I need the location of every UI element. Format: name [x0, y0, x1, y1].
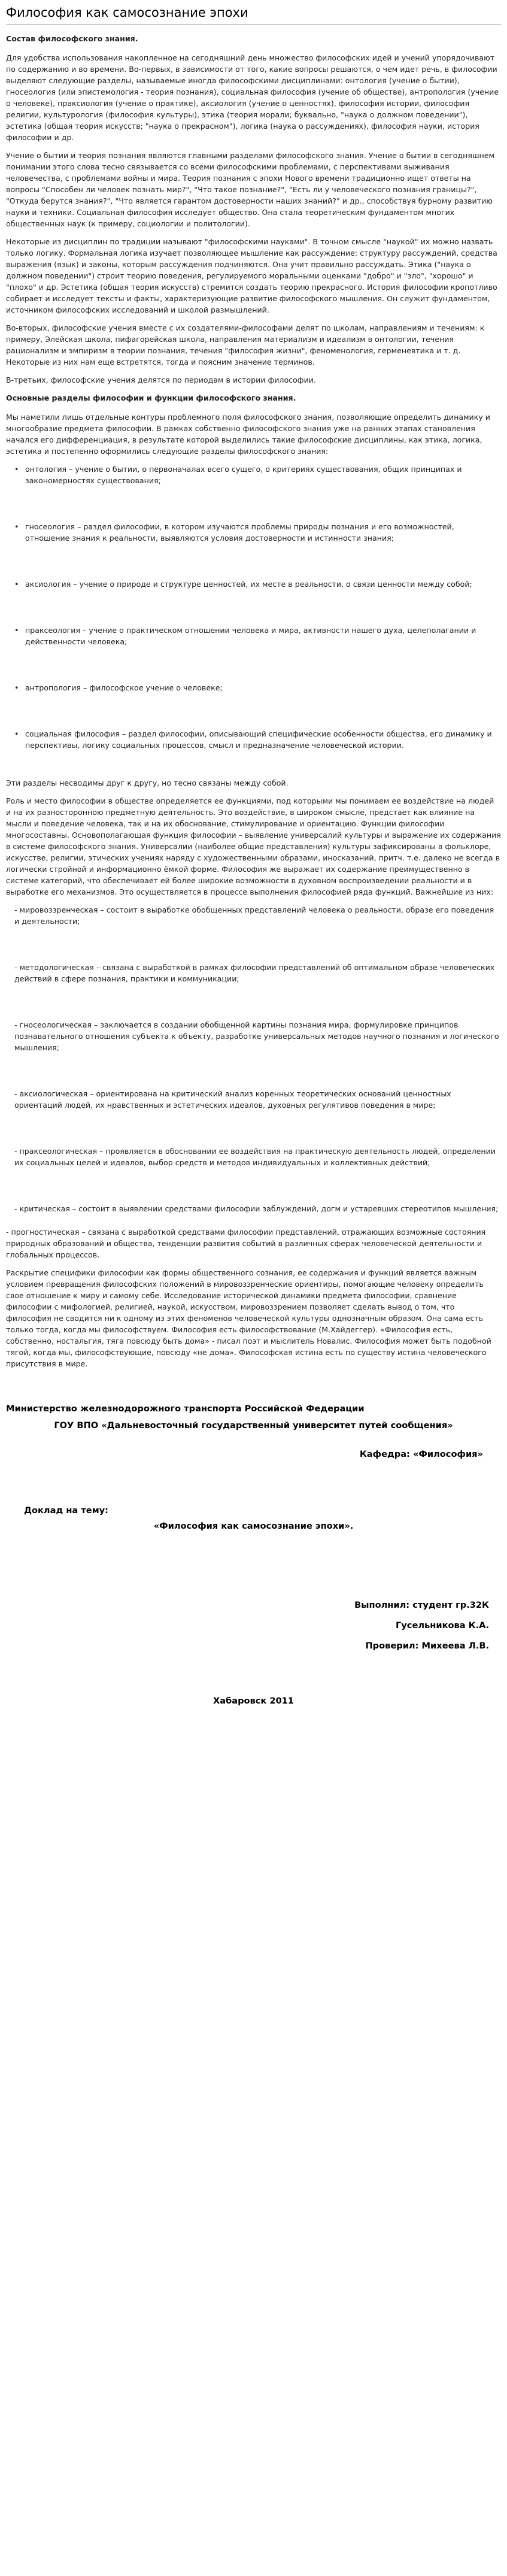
functions-list	[6, 904, 501, 1214]
paragraph: Учение о бытии и теория познания являются главными разделами философского знания. Учение о бытии в сегодняшнем понимании этого слова тесно связывается со всеми философскими проблемами, с перспективами выживания человечества, с проблемами войны и мира. Теория познания с эпохи Нового времени традиционно ищет ответы на вопросы "Способен ли человек познать мир?", "Что такое познание?", "Есть ли у человеческого познания границы?", "Откуда берутся знания?", "Что является гарантом достоверности наших знаний?" и др., способствуя бурному развитию науки и техники. Социальная философия исследует общество. Она стала теоретическим фундаментом многих общественных наук (к примеру, социологии и политологии).	[6, 151, 494, 228]
list-item	[6, 463, 501, 486]
list-item	[6, 682, 501, 693]
list-item	[6, 625, 501, 647]
report-topic: «Философия как самосознание эпохи».	[153, 1521, 354, 1531]
list-item: - гносеологическая – заключается в создании обобщенной картины познания мира, формулировке принципов познавательного отношения субъекта к объекту, разработке универсальных методов научного познания и логического мышления;	[14, 1020, 499, 1052]
paragraph: Мы наметили лишь отдельные контуры проблемного поля философского знания, позволяющие определить динамику и многообразие предмета философии. В рамках собственно философского знания уже на ранних этапах становления начался его дифференциация, в результате которой выделились такие философские дисциплины, как этика, логика, эстетика и постепенно оформились следующие разделы философского знания:	[6, 413, 490, 456]
branches-list	[6, 463, 501, 751]
bullet-icon: •	[14, 626, 19, 635]
list-item-text: антропология – философское учение о человеке;	[25, 683, 223, 692]
paragraph: Роль и место философии в обществе определяется ее функциями, под которыми мы понимаем ее воздействие на людей и на их разносторонною предметную деятельность. Это воздействие, в широком смысле, предстает как влияние на мысли и поведение человека, так и на их обоснование, стимулирование и ориентацию. Функции философии многосоставны. Основополагающая функция философии – выявление универсалий культуры и выражение их содержания в системе философского знания. Универсалии (наиболее общие представления) культуры зафиксированы в фольклоре, искусстве, религии, этических учениях наряду с художественными образами, иносказаний, притч. т.е. далеко не всегда в логически стройной и информационно ёмкой форме. Философия же выражает их содержание преимущественно в системе категорий, что обеспечивает ей более широкие возможности в духовном воспроизведении реальности и в выработке его механизмов. Это осуществляется в процессе выполнения философией ряда функций. Важнейшие из них:	[6, 796, 501, 896]
paragraph: Во-вторых, философские учения вместе с их создателями-философами делят по школам, направлениям и течениям: к примеру, Элейская школа, пифагорейская школа, направления материализм и идеализм в онтологии, течения рационализм и эмпиризм в теории познания, течения "философия жизни", феноменология, герменевтика и т. д. Некоторые из них нам еще встретятся, тогда и поясним значение терминов.	[6, 323, 485, 366]
list-item-text: гносеология – раздел философии, в котором изучаются проблемы природы познания и его возможностей, отношение знания к реальности, выявляются условия достоверности и истинности знания;	[25, 522, 454, 543]
bullet-icon: •	[14, 729, 19, 738]
report-label: Доклад на тему:	[24, 1505, 108, 1516]
section-heading-branches: Основные разделы философии и функции философского знания.	[6, 393, 296, 402]
list-item: - праксеологическая – проявляется в обосновании ее воздействия на практическую деятельность людей, определении их социальных целей и идеалов, выбор средств и методов индивидуальных и коллективных действий;	[14, 1147, 496, 1167]
paragraph: Некоторые из дисциплин по традиции называют "философскими науками". В точном смысле "наукой" их можно назвать только логику. Формальная логика изучает позволяющее мышление как рассуждение: структуру рассуждений, средства выражения (язык) и законы, которым рассуждения подчиняются. Она учит правильно рассуждать. Этика ("наука о должном поведении") строит теорию поведения, регулируемого моральными оценками "добро" и "зло", "хорошо" и "плохо" и др. Эстетика (общая теория искусств) стремится создать теорию прекрасного. История философии кропотливо собирает и исследует тексты и факты, характеризующие развитие философского мышления. Он служит фундаментом, источником философских исследований и школой размышлений.	[6, 237, 497, 314]
paragraph: Для удобства использования накопленное на сегодняшний день множество философских идей и учений упорядочивают по содержанию и во времени. Во-первых, в зависимости от того, какие вопросы решаются, о чем идет речь, в философии выделяют следующие разделы, называемые иногда философскими дисциплинами: онтология (учение о бытии), гносеология (или эпистемология - теория познания), социальная философия (учение об обществе), антропология (учение о человеке), праксиология (учение о практике), аксиология (учение о ценностях), философия истории, философия религии, культурология (философия культуры), этика (теория морали; буквально, "наука о должном поведении"), эстетика (общая теория искусств; "наука о прекрасном"), логика (наука о рассуждениях), философия науки, история философии и др.	[6, 53, 499, 142]
document-title: Философия как самосознание эпохи	[6, 5, 501, 25]
bullet-icon: •	[14, 465, 19, 474]
bullet-icon: •	[14, 683, 19, 692]
list-item: - методологическая – связана с выработкой в рамках философии представлений об оптимальном образе человеческих действий в сфере познания, практики и коммуникации;	[14, 963, 495, 983]
checked-by: Проверил: Михеева Л.В.	[365, 1641, 489, 1651]
student-name: Гусельникова К.А.	[396, 1620, 489, 1631]
list-item	[6, 521, 501, 544]
list-item-text: социальная философия – раздел философии, описывающий специфические особенности общества, его динамику и перспективы, логику социальных процессов, смысл и предназначение человеческой истории.	[25, 729, 492, 750]
paragraph: В-третьих, философские учения делятся по периодам в истории философии.	[6, 375, 316, 384]
department-name: Кафедра: «Философия»	[359, 1449, 483, 1459]
list-item-text: праксеология – учение о практическом отношении человека и мира, активности нашего духа, целеполагании и действенности человека;	[25, 626, 476, 646]
bullet-icon: •	[14, 580, 19, 589]
list-item-text: онтология – учение о бытии, о первоначалах всего сущего, о критериях существования, общих принципах и закономерностях существования;	[25, 465, 462, 485]
title-page	[6, 1403, 501, 1707]
ministry-name: Министерство железнодорожного транспорта Российской Федерации	[6, 1404, 365, 1414]
university-name: ГОУ ВПО «Дальневосточный государственный университет путей сообщения»	[54, 1420, 453, 1431]
list-item: - критическая – состоит в выявлении средствами философии заблуждений, догм и устаревших стереотипов мышления;	[14, 1204, 499, 1213]
list-item: - аксиологическая – ориентирована на критический анализ коренных теоретических оснований ценностных ориентаций людей, их нравственных и эстетических идеалов, духовных регулятивов поведения в мире;	[14, 1089, 451, 1110]
list-item	[6, 728, 501, 751]
bullet-icon: •	[14, 522, 19, 531]
paragraph: - прогностическая – связана с выработкой средствами философии представлений, отражающих возможные состояния природных образований и общества, тенденции развития событий в различных сферах человеческой деятельности и глобальных процессов.	[6, 1228, 486, 1259]
list-item-text: аксиология – учение о природе и структуре ценностей, их месте в реальности, о связи ценности между собой;	[25, 580, 472, 589]
section-heading-composition: Состав философского знания.	[6, 34, 138, 43]
paragraph: Раскрытие специфики философии как формы общественного сознания, ее содержания и функций является важным условием превращения философских положений в мировоззренческие ориентиры, помогающие человеку определить свое отношение к миру и самому себе. Исследование исторической динамики предмета философии, сравнение философии с мифологией, религией, наукой, искусством, мировоззрением позволяет сделать вывод о том, что философия не сводится ни к одному из этих феноменов человеческой культуры однозначным образом. Она сама есть только тогда, когда мы философствуем. Философия есть философствование (М.Хайдеггер). «Философия есть, собственно, ностальгия, тяга повсюду быть дома» - писал поэт и мыслитель Новалис. Философия может быть подобной тягой, когда мы, философствующие, повсюду «не дома». Философская истина есть по существу истина человеческого присутствия в мире.	[6, 1268, 491, 1368]
list-item	[6, 578, 501, 590]
city-year: Хабаровск 2011	[212, 1696, 295, 1706]
performed-by: Выполнил: студент гр.32К	[354, 1600, 489, 1610]
list-item: - мировоззренческая – состоит в выработке обобщенных представлений человека о реальности, образе его поведения и деятельности;	[14, 905, 494, 926]
paragraph: Эти разделы несводимы друг к другу, но тесно связаны между собой.	[6, 778, 289, 787]
